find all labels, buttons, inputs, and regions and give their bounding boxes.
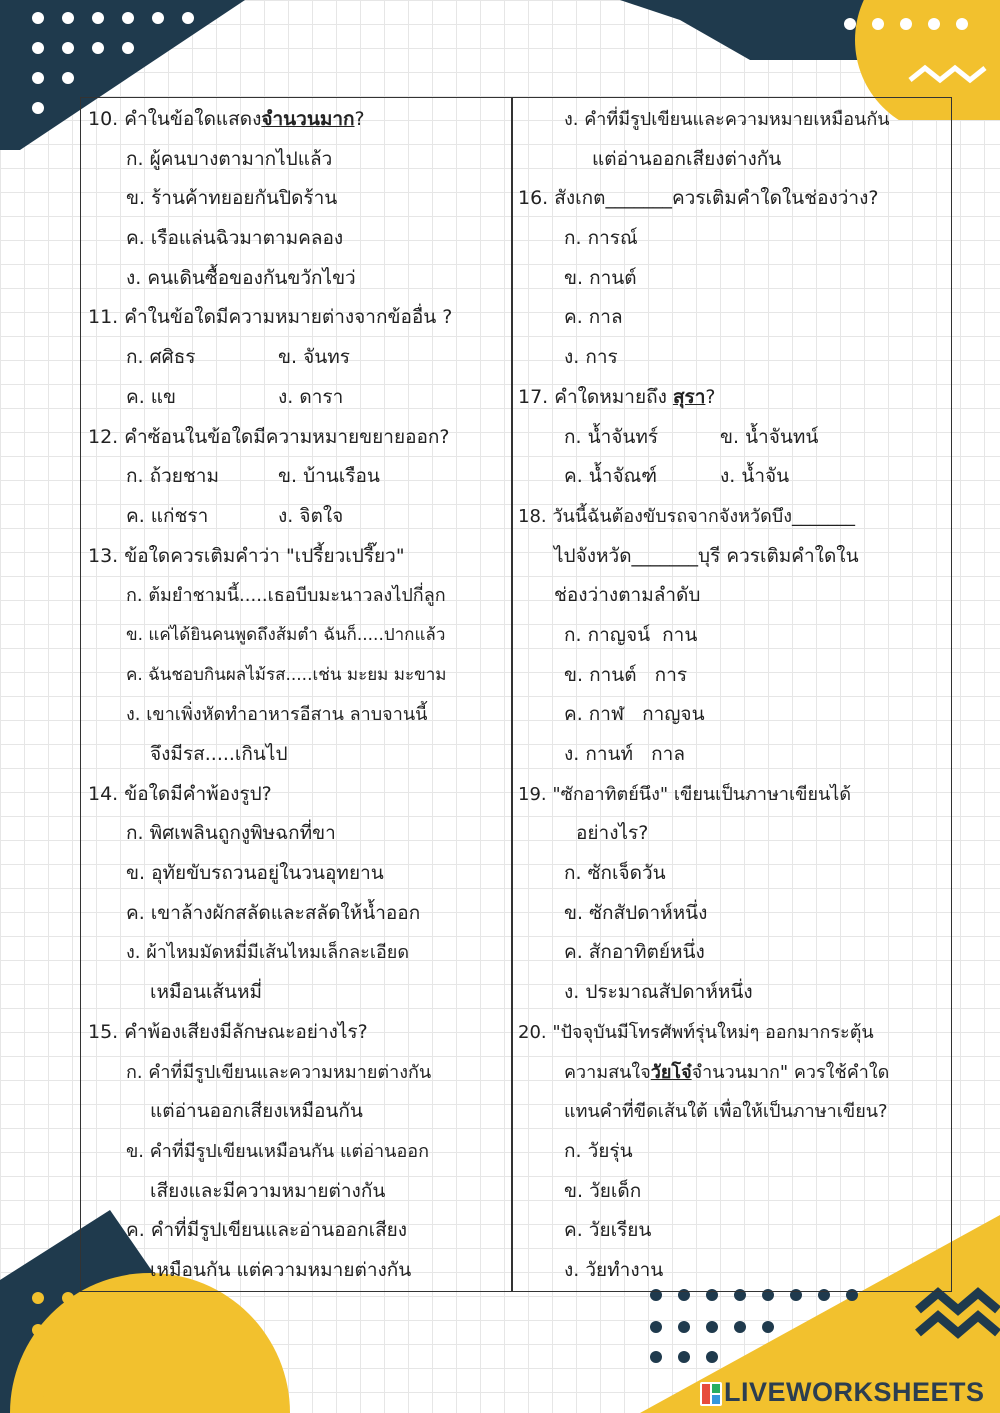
question-13: 13. ข้อใดควรเติมคำว่า "เปรี้ยวเปรี๊ยว": [88, 544, 405, 567]
choice-12d[interactable]: ง. จิตใจ: [278, 504, 344, 527]
choice-19a[interactable]: ก. ซักเจ็ดวัน: [564, 862, 666, 885]
question-19-cont: อย่างไร?: [576, 822, 649, 845]
choice-20a[interactable]: ก. วัยรุ่น: [564, 1139, 633, 1162]
choice-15c-cont: เหมือนกัน แต่ความหมายต่างกัน: [150, 1258, 412, 1281]
choice-row-11: [88, 338, 508, 378]
choice-15d[interactable]: ง. คำที่มีรูปเขียนและความหมายเหมือนกัน: [564, 109, 890, 130]
question-20-cont: ความสนใจวัยโจ๋จำนวนมาก" ควรใช้คำใด: [564, 1061, 890, 1083]
column-divider: [511, 97, 513, 1292]
choice-11a[interactable]: ก. ศศิธร: [126, 346, 196, 369]
liveworksheets-logo: LIVEWORKSHEETS: [700, 1376, 985, 1408]
choice-10b[interactable]: ข. ร้านค้าทยอยกันปิดร้าน: [126, 187, 338, 210]
choice-18b[interactable]: ข. กานต์ การ: [564, 663, 688, 686]
choice-14d-cont: เหมือนเส้นหมี่: [150, 981, 263, 1004]
question-17: 17. คำใดหมายถึง สุรา?: [518, 385, 716, 408]
choice-13d-cont: จึงมีรส.....เกินไป: [150, 743, 288, 765]
choice-15b[interactable]: ข. คำที่มีรูปเขียนเหมือนกัน แต่อ่านออก: [126, 1140, 429, 1162]
question-14: 14. ข้อใดมีคำพ้องรูป?: [88, 782, 272, 805]
liveworksheets-logo-icon: [700, 1382, 722, 1406]
choice-14b[interactable]: ข. อุทัยขับรถวนอยู่ในวนอุทยาน: [126, 862, 384, 885]
question-20: 20. "ปัจจุบันมีโทรศัพท์รุ่นใหม่ๆ ออกมากระตุ้น: [518, 1021, 874, 1043]
question-18-cont: ช่องว่างตามลำดับ: [554, 584, 701, 607]
choice-16b[interactable]: ข. กานต์: [564, 266, 637, 289]
choice-17c[interactable]: ค. น้ำจัณฑ์: [564, 465, 657, 488]
choice-18c[interactable]: ค. กาฬ กาญจน: [564, 703, 705, 726]
choice-11b[interactable]: ข. จันทร: [278, 346, 350, 369]
choice-14d[interactable]: ง. ผ้าไหมมัดหมี่มีเส้นไหมเล็กละเอียด: [126, 942, 410, 964]
choice-17d[interactable]: ง. น้ำจัน: [720, 465, 790, 488]
choice-20b[interactable]: ข. วัยเด็ก: [564, 1179, 642, 1202]
choice-row-12: [88, 497, 508, 537]
choice-10a[interactable]: ก. ผู้คนบางตามากไปแล้ว: [126, 147, 333, 170]
choice-13a[interactable]: ก. ต้มยำชามนี้.....เธอบีบมะนาวลงไปกี่ลูก: [126, 585, 446, 607]
choice-12c[interactable]: ค. แก่ชรา: [126, 504, 209, 527]
choice-20d[interactable]: ง. วัยทำงาน: [564, 1258, 664, 1281]
choice-row-17: [518, 457, 948, 497]
question-16: 16. สังเกต_______ควรเติมคำใดในช่องว่าง?: [518, 187, 879, 210]
question-12: 12. คำซ้อนในข้อใดมีความหมายขยายออก?: [88, 425, 450, 448]
right-column: [518, 100, 948, 1291]
choice-19c[interactable]: ค. สักอาทิตย์หนึ่ง: [564, 941, 705, 964]
choice-14c[interactable]: ค. เขาล้างผักสลัดและสลัดให้น้ำออก: [126, 901, 421, 924]
choice-11c[interactable]: ค. แข: [126, 385, 177, 408]
choice-row-11: [88, 378, 508, 418]
question-19: 19. "ซักอาทิตย์นึง" เขียนเป็นภาษาเขียนได้: [518, 783, 852, 805]
choice-15a-cont: แต่อ่านออกเสียงเหมือนกัน: [150, 1100, 363, 1123]
question-20-cont: แทนคำที่ขีดเส้นใต้ เพื่อให้เป็นภาษาเขียน?: [564, 1101, 888, 1123]
choice-13c[interactable]: ค. ฉันชอบกินผลไม้รส.....เช่น มะยม มะขาม: [126, 664, 447, 685]
underlined-word: วัยโจ๋: [650, 1061, 692, 1083]
choice-17a[interactable]: ก. น้ำจันทร์: [564, 425, 659, 448]
underlined-word: สุรา: [672, 385, 706, 408]
choice-12a[interactable]: ก. ถ้วยชาม: [126, 465, 219, 488]
choice-10c[interactable]: ค. เรือแล่นฉิวมาตามคลอง: [126, 227, 344, 250]
choice-19d[interactable]: ง. ประมาณสัปดาห์หนึ่ง: [564, 981, 753, 1004]
question-18: 18. วันนี้ฉันต้องขับรถจากจังหวัดบึง_______: [518, 505, 855, 527]
choice-19b[interactable]: ข. ซักสัปดาห์หนึ่ง: [564, 901, 708, 924]
choice-15d-cont: แต่อ่านออกเสียงต่างกัน: [592, 147, 782, 170]
choice-row-12: [88, 457, 508, 497]
question-18-cont: ไปจังหวัด_______บุรี ควรเติมคำใดใน: [554, 544, 859, 567]
choice-11d[interactable]: ง. ดารา: [278, 385, 344, 408]
choice-15c[interactable]: ค. คำที่มีรูปเขียนและอ่านออกเสียง: [126, 1219, 408, 1242]
question-10: 10. คำในข้อใดแสดงจำนวนมาก?: [88, 108, 365, 130]
choice-12b[interactable]: ข. บ้านเรือน: [278, 465, 380, 488]
choice-16d[interactable]: ง. การ: [564, 346, 618, 369]
choice-row-17: [518, 418, 948, 458]
choice-16a[interactable]: ก. การณ์: [564, 227, 638, 250]
choice-20c[interactable]: ค. วัยเรียน: [564, 1219, 652, 1242]
question-15: 15. คำพ้องเสียงมีลักษณะอย่างไร?: [88, 1020, 368, 1043]
choice-15a[interactable]: ก. คำที่มีรูปเขียนและความหมายต่างกัน: [126, 1061, 432, 1083]
underlined-word: จำนวนมาก: [261, 108, 355, 130]
choice-18a[interactable]: ก. กาญจน์ กาน: [564, 623, 698, 646]
choice-16c[interactable]: ค. กาล: [564, 306, 623, 329]
choice-13b[interactable]: ข. แค่ได้ยินคนพูดถึงส้มตำ ฉันก็.....ปากแล้ว: [126, 624, 446, 645]
choice-17b[interactable]: ข. น้ำจันทน์: [720, 425, 819, 448]
choice-13d[interactable]: ง. เขาเพิ่งหัดทำอาหารอีสาน ลาบจานนี้: [126, 704, 428, 726]
left-column: [88, 100, 508, 1291]
choice-15b-cont: เสียงและมีความหมายต่างกัน: [150, 1179, 386, 1202]
choice-10d[interactable]: ง. คนเดินซื้อของกันขวักไขว่: [126, 266, 356, 289]
question-11: 11. คำในข้อใดมีความหมายต่างจากข้ออื่น ?: [88, 306, 453, 329]
choice-14a[interactable]: ก. พิศเพลินถูกงูพิษฉกที่ขา: [126, 822, 336, 845]
choice-18d[interactable]: ง. กานท์ กาล: [564, 743, 685, 765]
